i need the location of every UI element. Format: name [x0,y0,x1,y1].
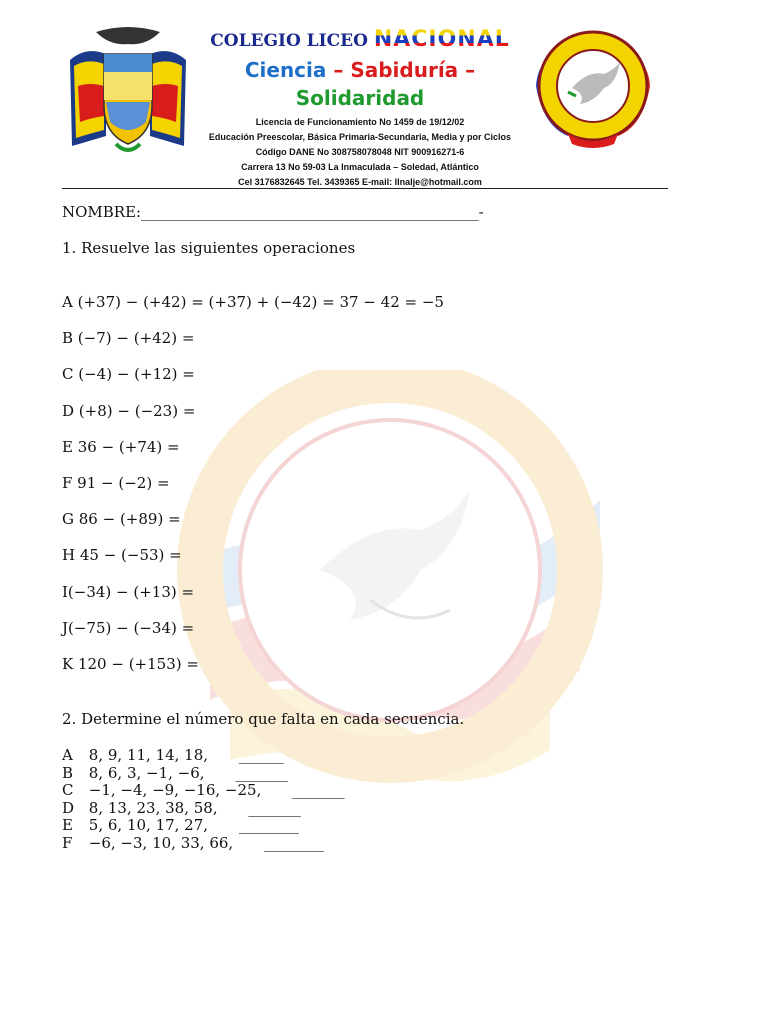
school-name [195,24,525,54]
sequence-item [62,799,345,817]
sequence-answer-blank: ________ [263,833,324,852]
operation-item: B (−7) − (+42) = [62,329,195,348]
sequence-item [62,781,345,799]
sequence-item [62,764,345,782]
address-line: Carrera 13 No 59-03 La Inmaculada – Soledad, Atlántico [241,162,479,172]
sequence-values: −6, −3, 10, 33, 66, [88,833,234,852]
operation-item: K 120 − (+153) = [62,654,199,673]
colombia-coat-of-arms-logo [66,26,190,156]
education-levels-line: Educación Preescolar, Básica Primaria-Secundaria, Media y por Ciclos [208,132,512,142]
operation-item: F 91 − (−2) = [62,473,170,492]
operation-item: A (+37) − (+42) = (+37) + (−42) = 37 − 42 = −5 [62,293,444,311]
dane-nit-line: Código DANE No 308758078048 NIT 900916271-6 [255,147,465,157]
motto-word-ciencia: Ciencia [244,58,327,82]
sequence-letter: D [62,798,75,817]
motto-separator: – [333,58,344,82]
sequence-answer-blank: _______ [235,763,288,782]
operation-item: G 86 − (+89) = [62,510,181,529]
sequence-values: 8, 9, 11, 14, 18, [88,746,209,764]
name-field-label: NOMBRE:_____________________________________________- [62,203,484,221]
school-seal-logo [528,26,658,151]
sequence-letter: A [62,746,73,764]
sequences-list [62,746,345,852]
sequence-values: 8, 13, 23, 38, 58, [88,798,218,817]
contact-line: Cel 3176832645 Tel. 3439365 E-mail: llnalje@hotmail.com [238,177,482,187]
operation-item: I(−34) − (+13) = [62,582,195,601]
motto-word-solidaridad: Solidaridad [295,86,425,110]
operation-item: H 45 − (−53) = [62,546,182,565]
sequence-values: 5, 6, 10, 17, 27, [88,816,209,835]
sequence-item [62,746,345,764]
motto-word-sabiduria: Sabiduría [350,58,459,82]
operations-list [62,292,444,690]
school-header [195,24,525,190]
school-info [195,115,525,190]
school-motto-line1 [195,56,525,84]
sequence-values: 8, 6, 3, −1, −6, [88,763,205,782]
operation-item: E 36 − (+74) = [62,437,180,456]
sequence-letter: B [62,763,74,782]
question-2-title: 2. Determine el número que falta en cada secuencia. [62,710,465,728]
sequence-letter: E [62,816,73,835]
sequence-values: −1, −4, −9, −16, −25, [88,781,262,800]
school-name-part2: NACIONAL [373,27,510,52]
operation-item: J(−75) − (−34) = [62,618,195,637]
school-name-part1: COLEGIO LICEO [210,31,368,51]
sequence-answer-blank: ________ [238,816,299,835]
sequence-answer-blank: _______ [292,781,345,800]
sequence-letter: F [62,833,73,852]
operation-item: D (+8) − (−23) = [62,401,196,420]
motto-separator: – [465,58,476,82]
question-1-title: 1. Resuelve las siguientes operaciones [62,239,356,257]
sequence-item [62,834,345,852]
sequence-letter: C [62,781,74,800]
license-line: Licencia de Funcionamiento No 1459 de 19/12/02 [255,117,465,127]
sequence-answer-blank: ______ [238,746,284,764]
header-divider [62,188,668,189]
operation-item: C (−4) − (+12) = [62,365,195,384]
sequence-item [62,816,345,834]
sequence-answer-blank: _______ [248,798,301,817]
